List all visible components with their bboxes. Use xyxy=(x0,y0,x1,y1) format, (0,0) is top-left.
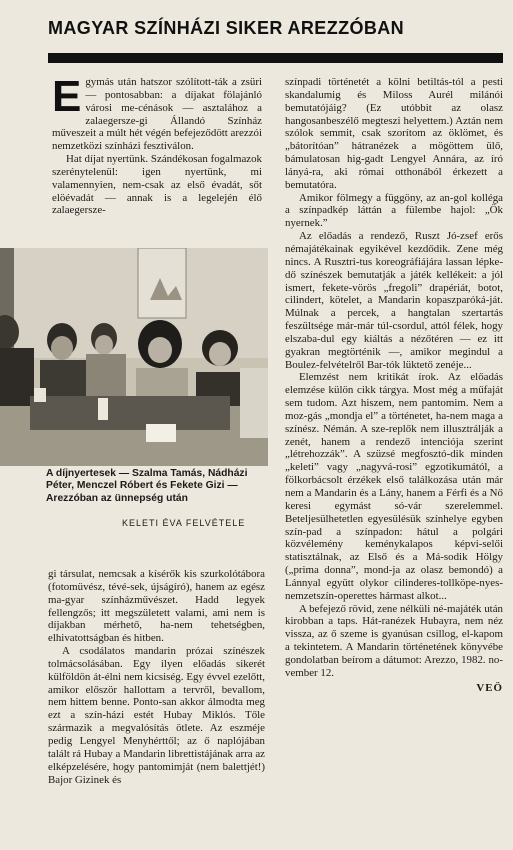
photo-caption: A díjnyertesek — Szalma Tamás, Nádházi Péter, Menczel Róbert és Fekete Gizi — Arezzóban az ünnepség után xyxy=(46,468,248,504)
drop-cap: E xyxy=(52,72,82,121)
author-signature: VEÖ xyxy=(476,681,503,694)
headline: MAGYAR SZÍNHÁZI SIKER AREZZÓBAN xyxy=(48,18,405,38)
article-paragraph-3: gi társulat, nemcsak a kísérők kis szurkolótábora (fotomüvész, tévé-sek, újságíró), hanem az egész ma-gyar színházművészet. Hadd legyek fellengzős; itt megszületett valami, ami nem is díjakban mérhető, ha-nem tehetségben, elhivatottságban és hitben. xyxy=(48,568,265,645)
article-paragraph-9: A befejező rövid, zene nélküli né-majáték után kirobban a taps. Hát-ranézek Hubayra, nem néz vissza, az ő szeme is gyanúsan csillog, el-kapom a tekintetem. A Mandarin történetének könyvébe gondolatban beírom a dátumot: Arezzo, 1982. no-vember 12. xyxy=(285,602,503,679)
article-paragraph-6: Amikor fölmegy a függöny, az an-gol kolléga a színpadkép láttán a fülembe hajol: „Ők nyernek.” xyxy=(285,191,503,230)
article-paragraph-4: A csodálatos mandarin prózai színészek tolmácsolásában. Egy ilyen előadás sikerét külföldön át-élni nem kicsiség. Egy évvel ezelőtt, amikor először hallottam a tervről, bevallom, nem hittem benne. Ponto-san akkor álmodta meg ezt a szín-házi estét Hubay Miklós. Tőle származik a megvalósítás ötlete. Az eszméje pedig Lengyel Menyhérttől; az ő naplójában talált rá Hubay a Mandarin librettistájának arra az elképzelésére, hogy pantomimját (nem balettjét!) Bajor Gizinek és xyxy=(48,645,265,786)
paragraph-1-text: gymás után hatszor szólított-ták a zsüri — pontosabban: a díjakat fölajánló városi me-cénások — asztalához a zalaegersze-gi Állandó Színház műveszeit a múlt hét végén befejeződött arezzói nemzetközi színházi fesztiválon. xyxy=(52,76,262,153)
article-paragraph-5: színpadi történetét a kölni betiltás-tól a pesti skandalumig és Miloss Aurél milánói bemutatójáig? (Ez utóbbit az olasz hangosanbeszélő megteszi helyettem.) Aztán nem szólok semmit, csak szorítom az öklömet, és „bátorítóan” hátranézek a mögöttem ülő, bámulatosan hig-gadt Lengyel Annára, az író lányá-ra, aki római otthonából érkezett a bemutatóra. xyxy=(285,76,503,191)
article-column-right xyxy=(285,76,503,695)
article-column-left-top xyxy=(52,72,262,217)
article-paragraph-2: Hat díjat nyertünk. Szándékosan fogalmazok szerénytelenül: igen nyertünk, mi valamennyien, nem-csak az első évadát, sőt elöévadát — annak is a legelején élő zalaegersze- xyxy=(52,153,262,217)
article-paragraph-8: Elemzést nem kritikát írok. Az előadás elemzése külön cikk tárgya. Most még a műfaját sem tudom. Azt hiszem, nem pantomim. Nem a moz-gás „mondja el” a történetet, ha-nem maga a színész. Némán. A sze-replők nem illusztrálják a zenét, hanem a rendező intenciója szerint „létrehozzák”. A szüzsé megfosztó-dik minden „keleti” vagy „nagyvá-rosi” egzotikumától, a fölkorbácsolt érzékek első találkozása után már nem a Mandarin és a Lány, hanem a Férfi és a Nő keresi egymást só-vár szerelemmel. Beteljesülhetetlen egyesülésük színhelye egyben szín-pad a színpadon: hátul a polgári közvélemény keménykalapos képvi-selői statisztálnak, az Első és a Má-sodik Hölgy („prima donna”, mond-ja az olasz bemondó) a Lánnyal együtt olykor cilinderes-tollköpe-nyes-nemzetszín-operettes hármast alkot... xyxy=(285,371,503,602)
photo-credit: KELETI ÉVA FELVÉTELE xyxy=(122,518,246,528)
article-column-left-bottom xyxy=(48,568,265,786)
headline-rule xyxy=(48,53,503,63)
award-winners-photo xyxy=(0,248,268,466)
photo-illustration xyxy=(0,248,268,466)
article-paragraph-7: Az előadás a rendező, Ruszt Jó-zsef erős némajátékainak egyikével kezdődik. Zene még nincs. A Rusztri-tus koreográfiájára lassan lépke-dő színészek bemutatják a játék kellékeit: a jól ismert, fekete-vörös „fregoli” drapériát, botot, cilindert, kötelet, a Mandarin kopaszparóká-ját. Múlnak a percek, a hangtalan szertartás feszültsége már-már túl-csordul, attól félek, hogy elszaba-dul egy kiáltás a nézőtéren — ez itt gyakran megtörténik —, amikor megindul a Boulez-felvételről Bar-tók lüktető zenéje... xyxy=(285,230,503,371)
article-paragraph-1 xyxy=(52,72,262,153)
